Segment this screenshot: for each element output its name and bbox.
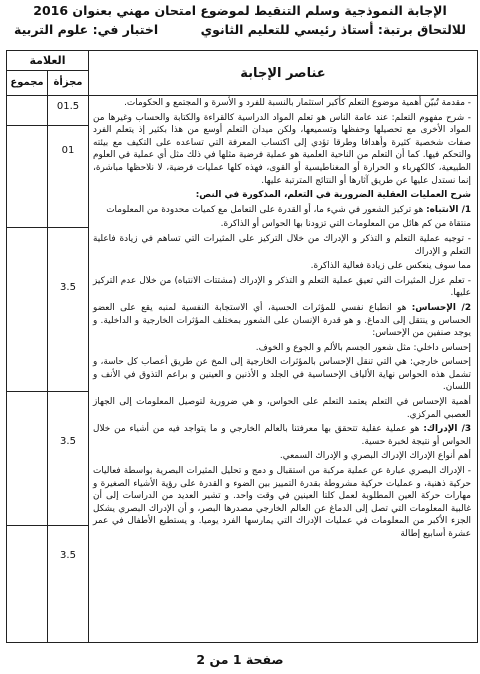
sensation-title: 2/ الإحساس: xyxy=(411,302,471,313)
sensation-definition: هو انطباع نفسي للمؤثرات الحسية، أي الاستجابة النفسية لمنبه يقع على العضو الحساس و ينتقل إلى الدماغ. و هو قدرة الإنسان على الشعور بمختلف المؤثرات الخارجية و الداخلية. و يوجد صنفين من الإحساس: xyxy=(93,302,471,339)
sensation-line: إحساس داخلي: مثل شعور الجسم بالألم و الجوع و الخوف. xyxy=(255,342,471,353)
sensation-line: إحساس خارجي: هي التي تنقل الإحساس بالمؤثرات الخارجية إلى المخ عن طريق أعصاب كل حاسة، و تشمل هذه الحواس نهاية الألياف الإحساسية في الجلد و الأذنين و العينين و براعم التذوق في الأنف و اللسان. xyxy=(93,357,471,393)
attention-title: 1/ الانتباه: xyxy=(426,204,471,215)
partial-header: مجزأة xyxy=(48,70,88,96)
processes-heading: شرح العمليات العقلية الضرورية في التعلم، المذكورة في النص: xyxy=(195,190,471,201)
row-divider xyxy=(7,227,88,228)
perception-title: 3/ الإدراك: xyxy=(423,424,471,435)
page-number: صفحة 1 من 2 xyxy=(196,652,284,667)
perception-line: - الإدراك البصري عبارة عن عملية مركبة من استقبال و دمج و تحليل المثيرات البصرية بواسطة فعاليات حركية ذهنية، و عمليات حركية مشروطة بقدرة التمييز بين الضوء و القدرة على رؤية الأشياء الصغيرة و مهارات حركة العين المطلوبة لعمل كلتا العينين في وقت واحد. و تشير العديد من الدراسات إلى أن غالبية المعلومات التي تصل إلى الدماغ عن العالم الخارجي مصدرها البصر، و أن الإدراك البصري يشكل الجزء الأكبر من المعلومات في عمليات الإدراك التي يمارسها الفرد يوميا. و يستطيع الأطفال في عمر عشرة أسابيع إطالة xyxy=(93,466,471,539)
answer-elements-header: عناصر الإجابة xyxy=(89,51,477,96)
attention-line: مما سوف ينعكس على زيادة فعالية الذاكرة. xyxy=(310,261,471,272)
sensation-line: أهمية الإحساس في التعلم يعتمد التعلم على الحواس، و هي ضرورية لتوصيل المعلومات إلى الجهاز العصبي المركزي. xyxy=(93,397,471,420)
answer-table xyxy=(6,50,478,643)
score-cell: 3.5 xyxy=(60,550,76,561)
exam-subtitle-row xyxy=(14,22,466,37)
score-cell: 3.5 xyxy=(60,436,76,447)
sensation-section xyxy=(93,302,471,340)
attention-line: - توجيه عملية التعلم و التذكر و الإدراك من خلال التركيز على المثيرات التي تساهم في زيادة فاعلية التعلم و الإدراك xyxy=(93,233,471,257)
grade-header: العلامة xyxy=(7,51,88,71)
rank-label: للالتحاق برتبة: أستاذ رئيسي للتعليم الثانوي xyxy=(200,22,466,37)
row-divider xyxy=(7,525,88,526)
attention-definition: هو تركيز الشعور في شيء ما، أو القدرة على التعامل مع كميات محدودة من المعلومات xyxy=(106,204,424,215)
intro-paragraph: - مقدمة تُبيّن أهمية موضوع التعلم كأكبر استثمار بالنسبة للفرد و الأسرة و المجتمع و الحكومات. xyxy=(124,98,471,108)
document-title: الإجابة النموذجية وسلم التنقيط لموضوع امتحان مهني بعنوان 2016 xyxy=(33,3,447,18)
subject-label: اختبار في: علوم التربية xyxy=(14,22,159,37)
column-divider xyxy=(88,51,89,642)
perception-line: أهم أنواع الإدراك الإدراك البصري و الإدراك السمعي. xyxy=(279,451,471,462)
perception-section xyxy=(93,423,471,448)
total-header: مجموع xyxy=(7,70,47,96)
attention-line: منتقاة من كم هائل من المعلومات التي تزودنا بها الحواس أو الذاكرة. xyxy=(220,219,471,230)
learning-concept-paragraph: - شرح مفهوم التعلم: عند عامة الناس هو تعلم المواد الدراسية كالقراءة والكتابة والحساب وغيرها من المواد الأخرى مع تحصيلها وحفظها وتسميعها، ولكن ميدان التعلم أوسع من هذا بكثير إذ يتعلم الفرد صفات شخصية كثيرة وأهدافا وطرقا تؤدي إلى اكتساب المعرفة التي تساعده على التكيف مع بيئته والتحكم فيها. كما أن التعلم من الناحية العلمية هو عملية فرضية مثلها في ذلك مثل أي عملية في العلوم الطبيعية، كالكهرباء و الحرارة أو المغناطيسية أو القوى، فهذه كلها عمليات فرضية، لا نلاحظها مباشرة، إنما نستدل عليها عن طريق آثارها أو النتائج المترتبة عليها. xyxy=(93,112,471,186)
perception-definition: هو عملية عقلية تتحقق بها معرفتنا بالعالم الخارجي و ما يتواجد فيه من أشياء من خلال الحواس أو نتيجة لخبرة حسية. xyxy=(93,424,471,447)
score-cell: 01 xyxy=(61,145,75,156)
row-divider xyxy=(7,391,88,392)
attention-section xyxy=(93,204,471,217)
score-cell: 3.5 xyxy=(60,282,76,293)
attention-line: - تعلم عزل المثيرات التي تعيق عملية التعلم و التذكر و الإدراك (مشتتات الانتباه) من خلال عدم التركيز عليها. xyxy=(93,275,471,299)
score-cell: 01.5 xyxy=(56,101,80,112)
answer-content xyxy=(93,97,471,638)
row-divider xyxy=(7,125,88,126)
